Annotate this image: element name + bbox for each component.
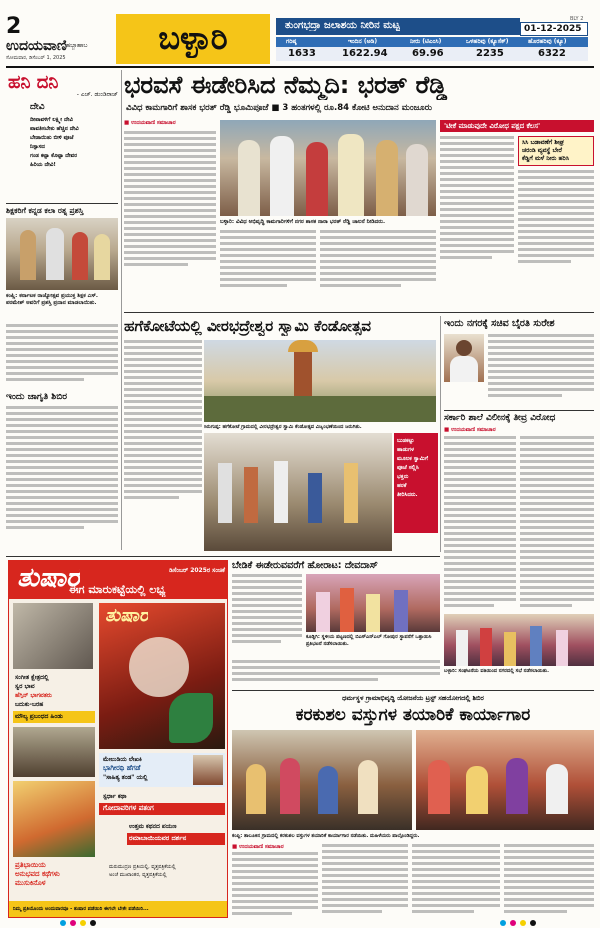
ad-illustration	[13, 781, 95, 857]
story2-body	[6, 406, 118, 552]
ad-price-line: ಮರುಮುದ್ರಣ ಪ್ರತಿಯಲ್ಲಿ, ವೃತ್ತಪತ್ರಿಕೆಯಲ್ಲಿ	[109, 864, 176, 870]
workshop-photo-right	[416, 730, 594, 830]
red-box-line: ತೀರಿಸಿದರು.	[397, 492, 418, 498]
ad-special-title: ರಮಾಬಾಯಿಯವರ ದರ್ಶನ	[129, 834, 187, 842]
poem-line: ಹಿರಿಯ ದೇವಿ!	[30, 162, 56, 168]
temple-photo-top	[204, 340, 436, 422]
lead-byline: ■ ಉದಯವಾಣಿ ಸಮಾಚಾರ	[124, 120, 176, 126]
lead-col2	[220, 230, 316, 302]
lead-col1	[124, 120, 216, 300]
ad-author-photo	[193, 755, 223, 785]
stat-label-inflow: ಒಳಹರಿವು (ಕ್ಯೂಸೆಕ್)	[466, 38, 509, 45]
ad-blue-line: "ಸಾಹಿತ್ಯ ತಂಡ" ಯಲ್ಲಿ	[103, 774, 148, 781]
poem-line: ನಿಸ್ಸಾಸದ	[30, 144, 45, 150]
ad-yellow-text: ಮೌಲ್ಯ ಪ್ರಬಂಧದ ಹಿಂಡು	[15, 713, 63, 720]
felicitation-body	[488, 334, 594, 406]
poem-line: ಬೇಡಾಯಿತು ಬೀಳಿ ಪೂಜೆ	[30, 135, 74, 141]
red-box-line: ಹಾಡುಗಳ	[397, 447, 414, 453]
red-box-line: ಮೂಲಕ ಸ್ವಾಮಿಗೆ	[397, 456, 428, 462]
lead-col3	[320, 230, 436, 302]
ad-photo-small	[13, 727, 95, 777]
lead-headline: ಭರವಸೆ ಈಡೇರಿಸಿದ ನೆಮ್ಮದಿ: ಭರತ್ ರೆಡ್ಡಿ	[124, 71, 448, 99]
ad-left-line: ಮುಸುಕಿನೊಳ	[15, 879, 46, 887]
workshop-col4	[504, 844, 594, 918]
workshop-col1	[232, 852, 318, 918]
workshop-byline: ■ ಉದಯವಾಣಿ ಸಮಾಚಾರ	[232, 844, 284, 850]
ad-item: ಸ್ವರ ಭಾವ	[15, 683, 35, 690]
red-box-line: ಬುಡಕಟ್ಟು	[397, 438, 415, 444]
workshop-col3	[412, 844, 500, 918]
story2-headline: ಇಂದು ಜಾಗೃತಿ ಶಿಬಿರ	[6, 392, 68, 402]
poem-title: ದೇವಿ	[30, 102, 45, 112]
masthead-suffix: ಹಬ್ಬಾಹಾಬ	[66, 42, 88, 49]
stat-value-inflow: 2235	[476, 48, 504, 59]
ad-special-label: ಉತ್ತಮ ಕಥನದ ಪಯಣ	[129, 823, 177, 830]
temple-red-box-text	[397, 437, 437, 500]
stat-value-max: 1633	[288, 48, 316, 59]
protest-photo-left	[306, 574, 440, 632]
ad-cover	[99, 603, 225, 749]
ad-item: ಬದುಕು-ಬರಹ	[15, 701, 44, 708]
lead-box-line: ಕೆಡ್ಡಿಗೆ ಮಳೆ ನೀರು ಹರಿಸಿ	[522, 155, 570, 162]
date-value: 01-12-2025	[524, 24, 582, 34]
ad-issue: ಡಿಸೆಂಬರ್ 2025ರ ಸಂಚಿಕೆ	[169, 567, 225, 574]
story1-photo	[6, 218, 118, 290]
temple-photo-bottom	[204, 433, 392, 551]
temple-photo-caption: ಸಿರುಗುಪ್ಪ: ಹಗೆಕೋಟೆ ಗ್ರಾಮದಲ್ಲಿ ವೀರಭದ್ರೇಶ್ವರ ಸ್ವಾಮಿ ಕೆಂಡೋತ್ಸವ ವಿಜೃಂಭಣೆಯಿಂದ ಜರುಗಿತು.	[204, 424, 362, 430]
ad-item: ಹೆಗ್ಗಿನ್ ಭಾಗವತರು	[15, 692, 52, 699]
ad-brand: ತುಷಾರ	[17, 563, 80, 593]
stat-label-water: ನೀರು (ಟಿಎಂಸಿ)	[410, 38, 442, 45]
stat-value-level: 1622.94	[342, 48, 388, 59]
felicitation-headline: ಇಂದು ನಗರಕ್ಕೆ ಸಚಿವ ಬೈರತಿ ಸುರೇಶ	[444, 318, 555, 329]
poem-body	[30, 116, 118, 170]
felicitation-photo	[444, 334, 484, 382]
lead-subheadline: ವಿವಿಧ ಕಾಮಗಾರಿಗೆ ಶಾಸಕ ಭರತ್ ರೆಡ್ಡಿ ಭೂಮಿಪೂಜೆ ■ 3 ಹಂತಗಳಲ್ಲಿ ರೂ.84 ಕೋಟಿ ಅನುದಾನ ಮಂಜೂರು	[126, 103, 432, 113]
ad-tagline: ಈಗ ಮಾರುಕಟ್ಟೆಯಲ್ಲಿ ಲಭ್ಯ	[69, 583, 166, 596]
lead-box-text	[522, 139, 592, 163]
ad-item: ಸಂಗೀತ ಕ್ಷೇತ್ರದಲ್ಲಿ	[15, 674, 49, 681]
lead-photo	[220, 120, 436, 216]
poem-line: ದೀಪಾವಳಿಗೆ ಲಕ್ಷ್ಮೀ ದೇವಿ	[30, 117, 73, 123]
dateline: ಸೋಮವಾರ, ಡಿಸೆಂಬರ್ 1, 2025	[6, 55, 66, 61]
red-box-line: ಪೂಜೆ ಸಲ್ಲಿಸಿ	[397, 465, 419, 471]
ad-bottom-text: ನಿಮ್ಮ ಪ್ರತಿಯೊಂದು ಅಂದುವಾರವೂ - ತುಷಾರ ಪಡೆಯಿರಿ ಈಗಲೇ ಬೇಕೇ ಪಡೆಯಿರಿ...	[13, 906, 149, 912]
ad-price-lines	[109, 863, 225, 879]
ad-blue-line: ಭಾಗೀರಥಿ ಹೆಗಡೆ	[103, 764, 141, 772]
ad-portrait	[13, 603, 93, 669]
stat-label-outflow: ಹೊರಹರಿವು (ಕ್ಯೂ)	[528, 38, 567, 45]
masthead-logo: ಉದಯವಾಣಿ	[6, 38, 67, 54]
ad-story-label: ಸ್ಪರ್ಧಾ ಕಥಾ	[103, 793, 127, 800]
stat-value-water: 69.96	[412, 48, 444, 59]
poem-line: ಪಾವತಿಸಬೇಕು ಹೆಚ್ಚಿನ ದೇವಿ	[30, 126, 79, 132]
protest-caption-right: ಬಳ್ಳಾರಿ: ಸಂಘಟನೆಯ ವತಿಯಿಂದ ನಗರದಲ್ಲಿ ಸಭೆ ನಡೆಸಲಾಯಿತು.	[444, 668, 550, 674]
protest-col1	[232, 574, 302, 656]
story1-headline: ಶಿಕ್ಷಕರಿಗೆ ಕನ್ನಡ ಕಲಾ ರತ್ನ ಪ್ರಶಸ್ತಿ	[6, 206, 84, 215]
workshop-caption: ಕಂಪ್ಲಿ: ತಾಲೂಕಿನ ಗ್ರಾಮದಲ್ಲಿ ಕರಕುಶಲ ವಸ್ತುಗಳ ತಯಾರಿಕೆ ಕಾರ್ಯಾಗಾರ ನಡೆಯಿತು. ಮಹಿಳೆಯರು ಪಾಲ್ಗೊಂಡಿದ್ದರು.	[232, 833, 420, 839]
protest-headline: ಬೇಡಿಕೆ ಈಡೇರುವವರೆಗೆ ಹೋರಾಟ: ದೇವದಾಸ್	[232, 560, 378, 571]
reservoir-title: ತುಂಗಭದ್ರಾ ಜಲಾಶಯ ನೀರಿನ ಮಟ್ಟ	[285, 20, 400, 31]
column-author: - ಎಚ್. ಡುಂಡಿರಾಜ್	[76, 91, 118, 98]
ad-left-line: ಅನುಭವದ ಕಥೆಗಳು	[15, 870, 60, 878]
red-box-line: ಹರಕೆ	[397, 483, 407, 489]
lead-col5	[518, 170, 594, 300]
ad-price-line: ಅಂಚೆ ಮುಖಾಂತರ, ವೃತ್ತಪತ್ರಿಕೆಯಲ್ಲಿ	[109, 872, 167, 878]
temple-headline: ಹಗೆಕೋಟೆಯಲ್ಲಿ ವೀರಭದ್ರೇಶ್ವರ ಸ್ವಾಮಿ ಕೆಂಡೋತ್ಸವ	[124, 317, 371, 335]
ad-left-block	[15, 861, 105, 888]
lead-box-line: ಸಿಸಿ ಬಡಾವಣೆಗೆ ಶೀಘ್ರ	[522, 139, 565, 146]
protest-photo-right	[444, 614, 594, 666]
edition-code: BLY 2	[570, 16, 584, 22]
workshop-photo-left	[232, 730, 412, 830]
protest-col2	[232, 660, 440, 686]
poem-line: ಗಂಡ ಕಟ್ಟಾ ಕೊಟ್ಟಾ ದೇವರ	[30, 153, 78, 159]
workshop-kicker: ಧರ್ಮಸ್ಥಳ ಗ್ರಾಮಾಭಿವೃದ್ಧಿ ಯೋಜನೆಯ ಟ್ರಸ್ಟ್ ಸಹಯೋಗದಲ್ಲಿ ಶಿಬಿರ	[342, 694, 484, 702]
lead-quote-text: 'ಟೀಕೆ ಮಾಡುವುದೇ ವಿರೋಧ ಪಕ್ಷದ ಕೆಲಸ'	[444, 122, 541, 130]
ad-items	[15, 673, 97, 709]
lead-col4	[440, 136, 514, 300]
edition-title: ಬಳ್ಳಾರಿ	[158, 19, 228, 57]
school-headline: ಸರ್ಕಾರಿ ಶಾಲೆ ವಿಲೀನಕ್ಕೆ ತೀವ್ರ ವಿರೋಧ	[444, 413, 556, 423]
column-brand-title: ಹನಿ ದನಿ	[8, 72, 59, 93]
registration-marks	[60, 920, 540, 926]
lead-photo-caption: ಬಳ್ಳಾರಿ: ವಿವಿಧ ಅಭಿವೃದ್ಧಿ ಕಾಮಗಾರಿಗಳಿಗೆ ನಗರ ಶಾಸಕ ನಾರಾ ಭರತ್ ರೆಡ್ಡಿ ಚಾಲನೆ ನೀಡಿದರು.	[220, 219, 386, 225]
temple-col1	[124, 340, 202, 550]
school-byline: ■ ಉದಯವಾಣಿ ಸಮಾಚಾರ	[444, 427, 496, 433]
story1-caption: ಕಂಪ್ಲಿ: ಕರ್ನಾಟಕ ರಾಜ್ಯೋತ್ಸವ ಪ್ರಯುಕ್ತ ಶಿಕ್ಷಕ ಎಸ್. ಪರಮೇಶ್ ಅವರಿಗೆ ಪ್ರಶಸ್ತಿ ಪ್ರದಾನ ಮಾಡಲಾಯಿತು.	[6, 293, 98, 306]
workshop-col2	[322, 844, 408, 918]
stat-label-max: ಗರಿಷ್ಠ	[286, 38, 297, 45]
column-brand	[8, 72, 118, 99]
reservoir-stats	[276, 37, 588, 61]
ad-left-line: ಪ್ರತಿಭಾಯಿಯ	[15, 861, 46, 869]
ad-blue-text	[103, 755, 189, 782]
stat-label-level: ಇಂದಿನ (ಅಡಿ)	[348, 38, 378, 45]
ad-story-title: ಗೋದಾವರಿಗಳ ಪತಂಗ	[103, 804, 154, 812]
page-number: 2	[6, 14, 22, 39]
ad-cover-brand: ತುಷಾರ	[105, 605, 149, 626]
magazine-ad[interactable]	[8, 560, 228, 918]
workshop-headline: ಕರಕುಶಲ ವಸ್ತುಗಳ ತಯಾರಿಕೆ ಕಾರ್ಯಾಗಾರ	[295, 705, 531, 725]
protest-caption-left: ಕೂಡ್ಲಿಗಿ: ಸ್ಥಳೀಯ ಪಟ್ಟಣದಲ್ಲಿ ಬಿಎಸ್ಎನ್ಎಲ್ ಗೋಪುರ ಸ್ಥಾಪನೆಗೆ ಒತ್ತಾಯಿಸಿ ಪ್ರತಿಭಟನೆ ನಡೆಸಲಾಯಿತು.	[306, 634, 432, 647]
ad-blue-line: ಮೇಲುಡಿಯ ಲೇಖಕಿ	[103, 756, 142, 763]
lead-box-line: ಚರಂಡಿ ವ್ಯವಸ್ಥೆ ಬೇರೆ	[522, 147, 562, 154]
red-box-line: ಭಕ್ತರು	[397, 474, 409, 480]
stat-value-outflow: 6322	[538, 48, 566, 59]
story1-body	[6, 324, 118, 390]
